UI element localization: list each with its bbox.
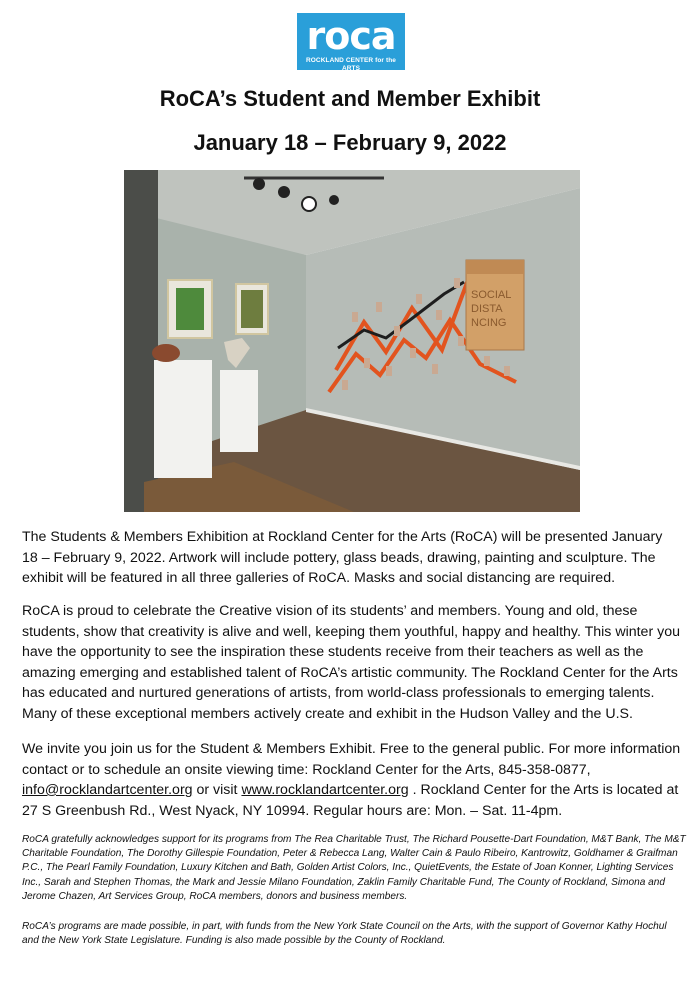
supporters-note: RoCA gratefully acknowledges support for its programs from The Rea Charitable Trust, The Richard Pousette-Dart Foundation, M&T Bank, The M&T Charitable Foundation, The Dorothy Gillespie Foundation, Peter & Rebecca Lang, Walter Cain & Paulo Ribeiro, Kantrowitz, Goldhamer & Graifman P.C., The Pearl Family Foundation, Luxury Kitchen and Bath, Golden Artist Colors, Inc., QuietEvents, the Estate of Joan Konner, Lighting Services Inc., Sarah and Stephen Thomas, the Mark and Jessie Milano Foundation, Zaklin Family Charitable Fund, The County of Rockland, Simona and Jerome Chazen, Art Services Group, RoCA members, donors and business members.: [22, 834, 686, 902]
email-link[interactable]: info@rocklandartcenter.org: [22, 782, 193, 798]
exhibit-dates: January 18 – February 9, 2022: [193, 130, 507, 155]
contact-paragraph: [22, 739, 682, 821]
roca-logo: [297, 13, 405, 70]
contact-text-or: or visit: [192, 782, 242, 798]
page-title: RoCA’s Student and Member Exhibit: [159, 86, 541, 111]
logo-subtitle: ROCKLAND CENTER for the ARTS: [305, 57, 397, 72]
sign-text-line-3: NCING: [471, 317, 507, 329]
contact-text-end: . Rockland Center for the Arts is located at 27 S Greenbush Rd., West Nyack, NY 10994. Regular hours are: Mon. – Sat. 11-4pm.: [22, 782, 679, 819]
sign-text-line-2: DISTA: [471, 303, 503, 315]
logo-wordmark: roca: [306, 14, 396, 58]
contact-text-start: We invite you join us for the Student & Members Exhibit. Free to the general public. For more information contact or to schedule an onsite viewing time: Rockland Center for the Arts, 845-358-0877,: [22, 741, 681, 778]
gallery-photo: [124, 170, 580, 512]
celebration-paragraph: RoCA is proud to celebrate the Creative vision of its students’ and members. Young and old, these students, show that creativity is alive and well, keeping them youthful, happy and healthy. This winter you have the opportunity to see the inspiration these students receive from their teachers as well as the amazing emerging and established talent of RoCA’s artistic community. The Rockland Center for the Arts has educated and nurtured generations of artists, from world-class professionals to emerging talents. Many of these exceptional members actively create and exhibit in the Hudson Valley and the U.S.: [22, 603, 680, 722]
intro-paragraph: The Students & Members Exhibition at Rockland Center for the Arts (RoCA) will be presented January 18 – February 9, 2022. Artwork will include pottery, glass beads, drawing, painting and sculpture. The exhibit will be featured in all three galleries of RoCA. Masks and social distancing are required.: [22, 529, 663, 586]
funding-note: RoCA’s programs are made possible, in part, with funds from the New York State Council on the Arts, with the support of Governor Kathy Hochul and the New York State Legislature. Funding is also made possible by the County of Rockland.: [22, 921, 667, 947]
website-link[interactable]: www.rocklandartcenter.org: [241, 782, 409, 798]
sign-text-line-1: SOCIAL: [471, 289, 512, 301]
